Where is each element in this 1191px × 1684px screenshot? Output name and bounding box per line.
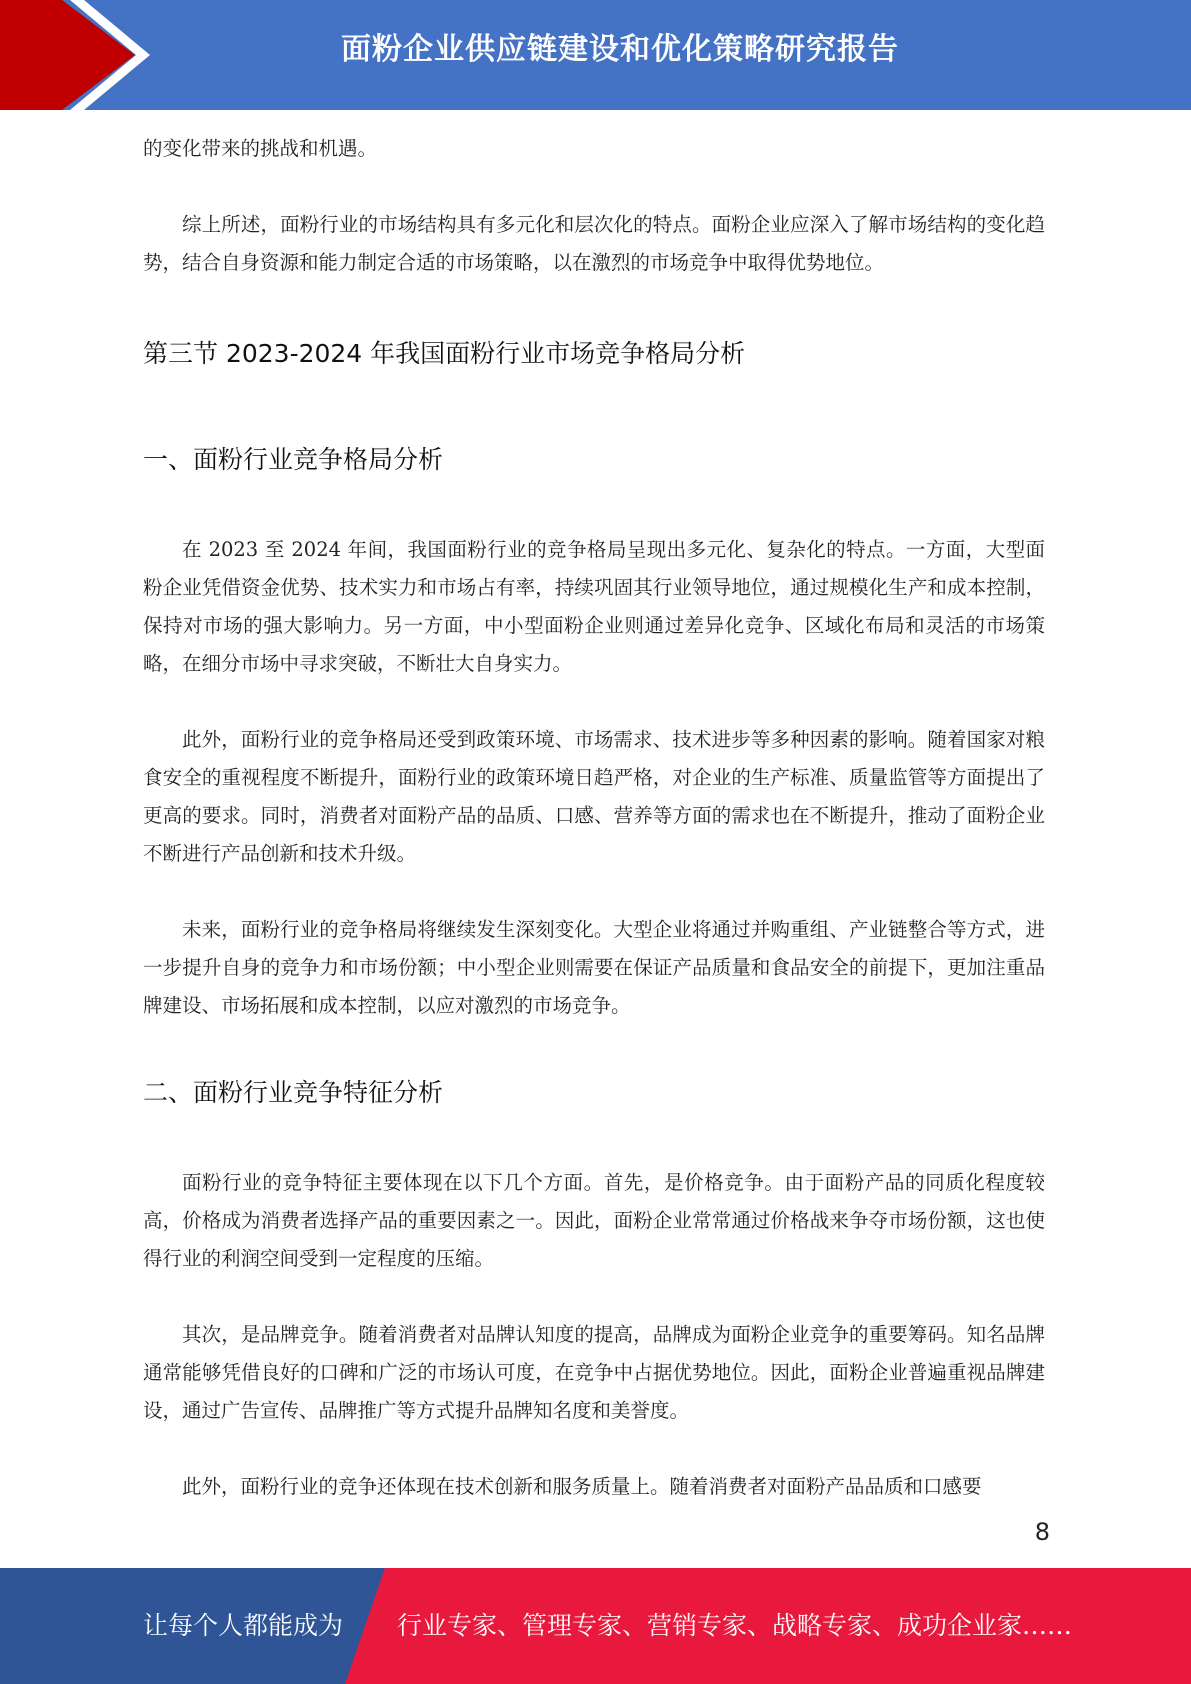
paragraph-features-2: 其次，是品牌竞争。随着消费者对品牌认知度的提高，品牌成为面粉企业竞争的重要筹码。知名品牌通常能够凭借良好的口碑和广泛的市场认可度，在竞争中占据优势地位。因此，面粉企业普遍重视品牌建设，通过广告宣传、品牌推广等方式提升品牌知名度和美誉度。 [143, 1323, 1045, 1422]
footer-slogan-left: 让每个人都能成为 [143, 1611, 344, 1640]
page-header [0, 0, 1191, 110]
paragraph-pattern-3: 未来，面粉行业的竞争格局将继续发生深刻变化。大型企业将通过并购重组、产业链整合等方式，进一步提升自身的竞争力和市场份额；中小型企业则需要在保证产品质量和食品安全的前提下，更加注重品牌建设、市场拓展和成本控制，以应对激烈的市场竞争。 [143, 918, 1045, 1017]
paragraph-pattern-1: 在 2023 至 2024 年间，我国面粉行业的竞争格局呈现出多元化、复杂化的特点。一方面，大型面粉企业凭借资金优势、技术实力和市场占有率，持续巩固其行业领导地位，通过规模化生产和成本控制，保持对市场的强大影响力。另一方面，中小型面粉企业则通过差异化竞争、区域化布局和灵活的市场策略，在细分市场中寻求突破，不断壮大自身实力。 [143, 538, 1045, 675]
document-body [143, 130, 1045, 1506]
section-heading: 第三节 2023-2024 年我国面粉行业市场竞争格局分析 [143, 339, 746, 368]
page-number: 8 [1034, 1518, 1050, 1546]
paragraph-pattern-2: 此外，面粉行业的竞争格局还受到政策环境、市场需求、技术进步等多种因素的影响。随着国家对粮食安全的重视程度不断提升，面粉行业的政策环境日趋严格，对企业的生产标准、质量监管等方面提出了更高的要求。同时，消费者对面粉产品的品质、口感、营养等方面的需求也在不断提升，推动了面粉企业不断进行产品创新和技术升级。 [143, 728, 1045, 865]
header-red-block [0, 0, 135, 110]
report-title: 面粉企业供应链建设和优化策略研究报告 [341, 32, 899, 67]
subsection-heading-competition-pattern: 一、面粉行业竞争格局分析 [143, 445, 444, 474]
paragraph-features-3: 此外，面粉行业的竞争还体现在技术创新和服务质量上。随着消费者对面粉产品品质和口感要 [182, 1475, 982, 1498]
paragraph-features-1: 面粉行业的竞争特征主要体现在以下几个方面。首先，是价格竞争。由于面粉产品的同质化程度较高，价格成为消费者选择产品的重要因素之一。因此，面粉企业常常通过价格战来争夺市场份额，这也使得行业的利润空间受到一定程度的压缩。 [143, 1171, 1045, 1270]
header-chevron-decoration [0, 0, 160, 110]
paragraph-summary: 综上所述，面粉行业的市场结构具有多元化和层次化的特点。面粉企业应深入了解市场结构的变化趋势，结合自身资源和能力制定合适的市场策略，以在激烈的市场竞争中取得优势地位。 [143, 213, 1045, 274]
footer-slogan-right: 行业专家、管理专家、营销专家、战略专家、成功企业家…… [397, 1611, 1073, 1640]
subsection-heading-competition-features: 二、面粉行业竞争特征分析 [143, 1078, 444, 1107]
page-footer [0, 1568, 1191, 1684]
paragraph-continuation: 的变化带来的挑战和机遇。 [143, 137, 378, 160]
